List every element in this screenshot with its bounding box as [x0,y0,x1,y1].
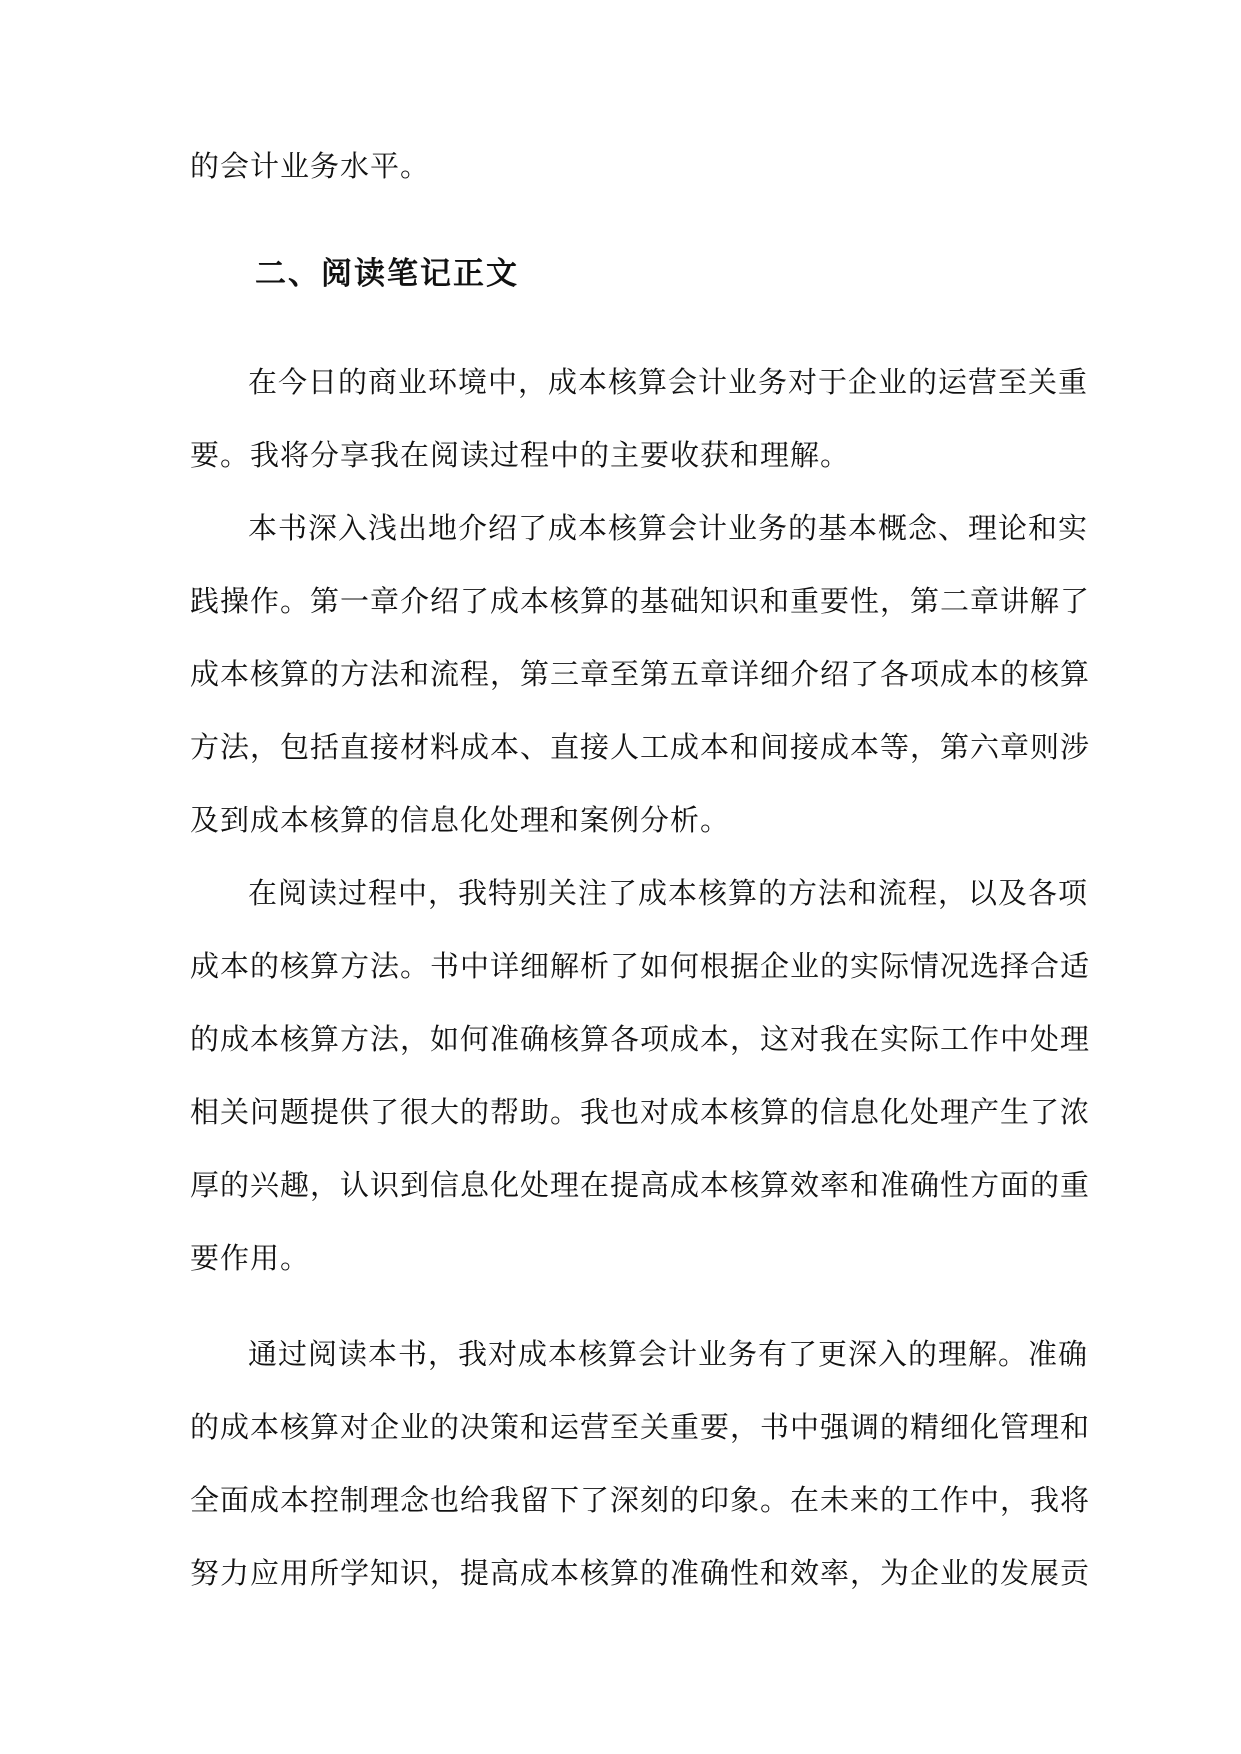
paragraph-3 [190,871,1091,1309]
paragraph-4 [190,1332,1091,1624]
paragraph-line: 及到成本核算的信息化处理和案例分析。 [190,803,731,837]
paragraph-line: 相关问题提供了很大的帮助。我也对成本核算的信息化处理产生了浓 [190,1095,1091,1129]
paragraph-line: 全面成本控制理念也给我留下了深刻的印象。在未来的工作中，我将 [190,1483,1091,1517]
intro-tail-line: 的会计业务水平。 [190,149,431,183]
paragraph-line: 践操作。第一章介绍了成本核算的基础知识和重要性，第二章讲解了 [190,584,1091,618]
document-body [190,144,1091,1624]
paragraph-line: 成本核算的方法和流程，第三章至第五章详细介绍了各项成本的核算 [190,657,1091,691]
section-heading: 二、阅读笔记正文 [255,256,519,292]
paragraph-line: 的成本核算对企业的决策和运营至关重要，书中强调的精细化管理和 [190,1410,1091,1444]
paragraph-line: 要。我将分享我在阅读过程中的主要收获和理解。 [190,438,851,472]
paragraph-line: 厚的兴趣，认识到信息化处理在提高成本核算效率和准确性方面的重 [190,1168,1091,1202]
paragraph-line: 在今日的商业环境中，成本核算会计业务对于企业的运营至关重 [248,365,1089,399]
paragraph-line: 成本的核算方法。书中详细解析了如何根据企业的实际情况选择合适 [190,949,1091,983]
paragraph-line: 本书深入浅出地介绍了成本核算会计业务的基本概念、理论和实 [248,511,1089,545]
paragraph-line: 在阅读过程中，我特别关注了成本核算的方法和流程，以及各项 [248,876,1089,910]
paragraph-2 [190,506,1091,871]
paragraph-line: 通过阅读本书，我对成本核算会计业务有了更深入的理解。准确 [248,1337,1089,1371]
paragraph-line: 方法，包括直接材料成本、直接人工成本和间接成本等，第六章则涉 [190,730,1091,764]
paragraph-line: 努力应用所学知识，提高成本核算的准确性和效率，为企业的发展贡 [190,1556,1091,1590]
paragraph-line: 的成本核算方法，如何准确核算各项成本，这对我在实际工作中处理 [190,1022,1091,1056]
paragraph-1 [190,360,1089,506]
paragraph-line: 要作用。 [190,1241,311,1275]
